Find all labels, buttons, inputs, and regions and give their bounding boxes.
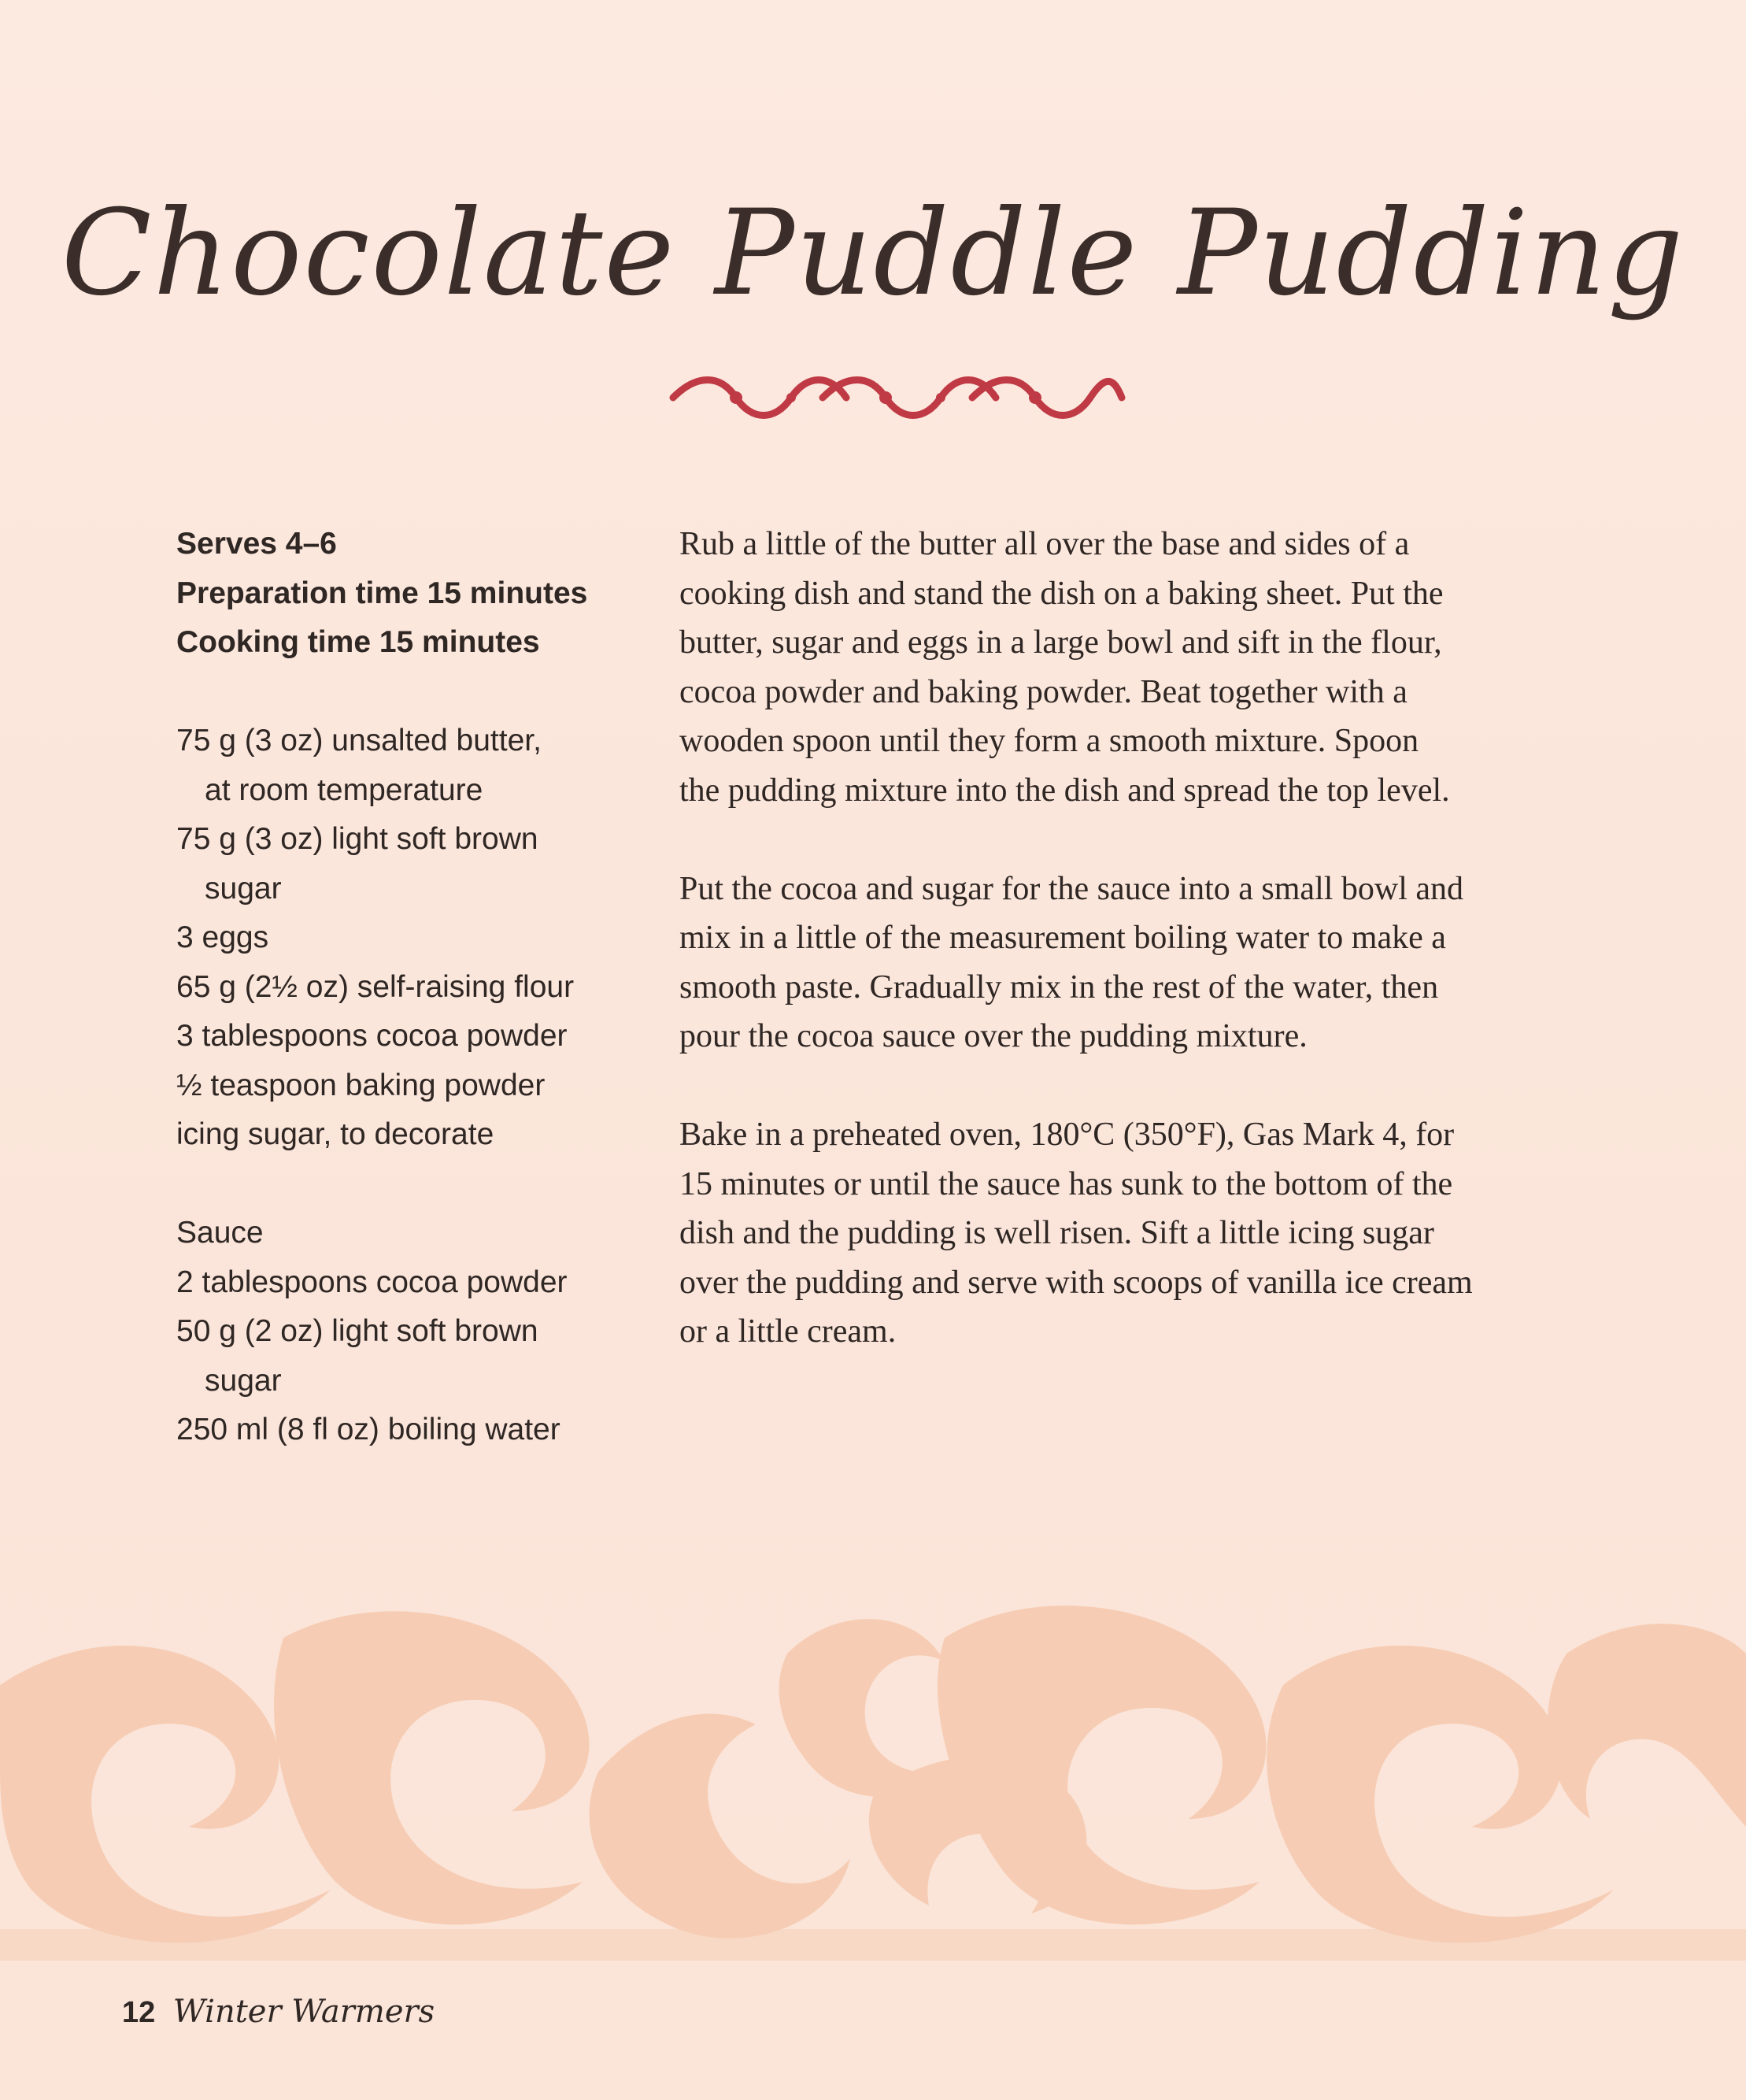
method-line: Put the cocoa and sugar for the sauce into a small bowl and (679, 870, 1464, 907)
ornament-divider-icon (665, 370, 1130, 425)
method-line: cocoa powder and baking powder. Beat together with a (679, 673, 1408, 710)
method-line: Rub a little of the butter all over the base and sides of a (679, 526, 1410, 562)
method-line: 15 minutes or until the sauce has sunk to the bottom of the (679, 1165, 1453, 1202)
method-line: or a little cream. (679, 1313, 897, 1350)
method-line: the pudding mixture into the dish and spread the top level. (679, 772, 1450, 809)
ingredients-column (176, 520, 649, 1455)
page-footer (122, 1984, 435, 2039)
method-line: mix in a little of the measurement boiling water to make a (679, 920, 1446, 956)
method-step-1 (679, 520, 1624, 815)
ingredient-line: 75 g (3 oz) light soft brown (176, 822, 538, 856)
cooking-time-text: Cooking time 15 minutes (176, 625, 540, 659)
method-line: butter, sugar and eggs in a large bowl and sift in the flour, (679, 624, 1442, 661)
page-number: 12 (122, 1996, 156, 2029)
sauce-ingredient-line: sugar (205, 1363, 282, 1398)
method-step-3 (679, 1110, 1624, 1357)
preparation-time-text: Preparation time 15 minutes (176, 576, 588, 610)
ingredient-line: 3 eggs (176, 920, 269, 954)
recipe-title: Chocolate Puddle Pudding (61, 185, 1685, 322)
running-title: Winter Warmers (172, 1994, 435, 2030)
method-step-2 (679, 865, 1624, 1061)
ingredient-line: at room temperature (205, 772, 483, 807)
sauce-ingredient-line: 50 g (2 oz) light soft brown (176, 1314, 538, 1348)
sauce-ingredient-line: 250 ml (8 fl oz) boiling water (176, 1413, 560, 1446)
method-line: cooking dish and stand the dish on a baking sheet. Put the (679, 575, 1444, 612)
method-column (679, 520, 1624, 1406)
ingredient-line: ½ teaspoon baking powder (176, 1068, 546, 1102)
decorative-floral-border (0, 1591, 1746, 2000)
sauce-heading: Sauce (176, 1216, 264, 1250)
ingredient-line: 3 tablespoons cocoa powder (176, 1019, 568, 1053)
method-line: over the pudding and serve with scoops of vanilla ice cream (679, 1264, 1473, 1301)
sauce-ingredient-line: 2 tablespoons cocoa powder (176, 1265, 568, 1299)
ingredient-line: 65 g (2½ oz) self-raising flour (176, 969, 575, 1004)
serves-text: Serves 4–6 (176, 527, 337, 561)
method-line: Bake in a preheated oven, 180°C (350°F), Gas Mark 4, for (679, 1117, 1455, 1153)
method-line: wooden spoon until they form a smooth mixture. Spoon (679, 723, 1419, 759)
method-line: smooth paste. Gradually mix in the rest of the water, then (679, 969, 1439, 1006)
method-line: dish and the pudding is well risen. Sift a little icing sugar (679, 1215, 1434, 1251)
method-line: pour the cocoa sauce over the pudding mixture. (679, 1018, 1308, 1054)
ingredient-line: 75 g (3 oz) unsalted butter, (176, 724, 542, 757)
ingredient-line: sugar (205, 871, 282, 906)
ingredient-line: icing sugar, to decorate (176, 1117, 494, 1151)
